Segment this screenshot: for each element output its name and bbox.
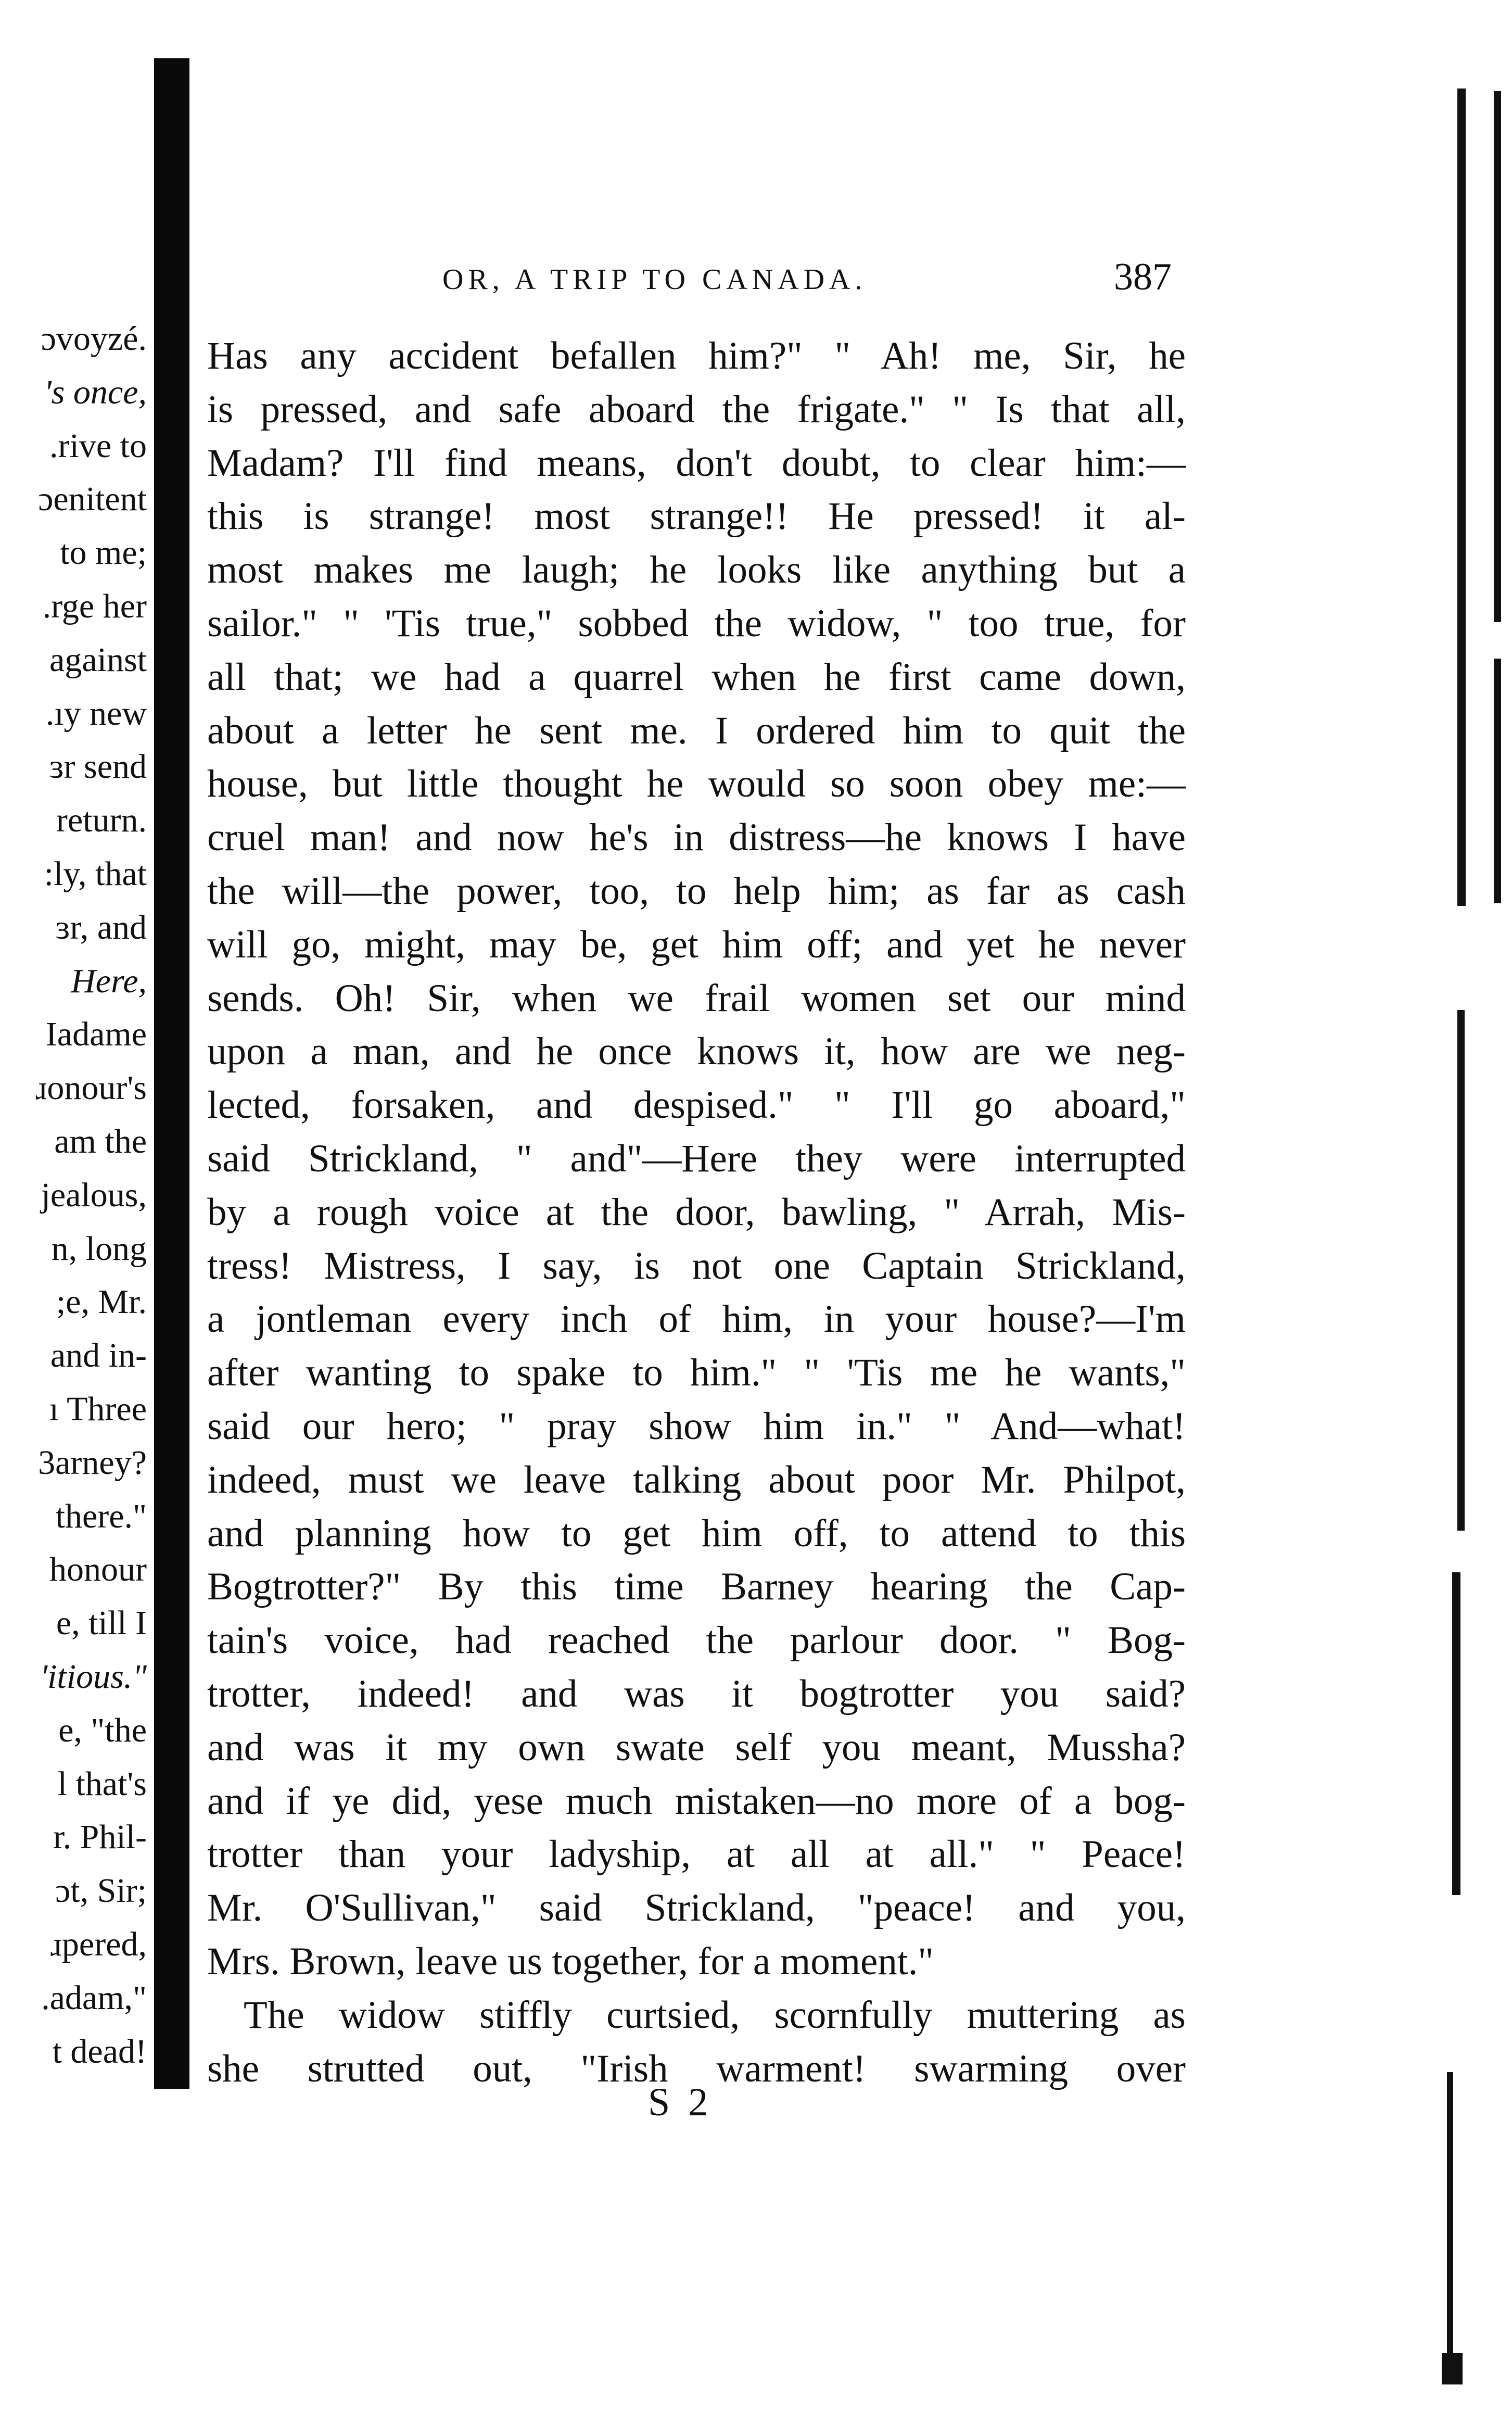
text-line: Madam? I'll find means, don't doubt, to clear him:— [207,441,1186,485]
body-text [207,330,1186,2096]
text-line: and planning how to get him off, to attend to this [207,1511,1186,1555]
fragment-line: ɔt, Sir; [55,1872,147,1910]
text-line: a jontleman every inch of him, in your house?—I'm [207,1297,1186,1341]
fragment-line: honour [49,1550,147,1589]
text-line: Mrs. Brown, leave us together, for a moment." [207,1939,934,1983]
text-line: The widow stiffly curtsied, scornfully muttering as [244,1993,1186,2037]
text-line: said our hero; " pray show him in." " And—what! [207,1404,1186,1448]
fragment-line: Here, [71,962,147,1000]
fragment-line: .ıy new [45,694,147,733]
edge-scan-mark [1494,91,1501,622]
fragment-line: .rive to [49,426,147,465]
text-line: said Strickland, " and"—Here they were interrupted [207,1137,1186,1180]
text-line: sailor." " 'Tis true," sobbed the widow, " too true, for [207,601,1186,645]
edge-scan-mark [1494,659,1501,903]
text-line: cruel man! and now he's in distress—he knows I have [207,816,1186,860]
text-line: trotter than your ladyship, at all at all." " Peace! [207,1833,1186,1876]
edge-scan-mark [1442,2353,1463,2384]
signature-mark: S 2 [648,2080,713,2124]
text-line: about a letter he sent me. I ordered him to quit the [207,709,1186,752]
fragment-line: n, long [51,1229,147,1268]
text-line: house, but little thought he would so soon obey me:— [207,762,1186,806]
text-line: and was it my own swate self you meant, Mussha? [207,1725,1186,1769]
fragment-line: ɹonour's [35,1069,147,1107]
text-line: all that; we had a quarrel when he first came down, [207,655,1186,699]
fragment-line: there." [55,1497,147,1535]
edge-scan-mark [1452,1572,1460,1895]
text-line: sends. Oh! Sir, when we frail women set our mind [207,976,1186,1020]
gutter-shadow [154,58,189,2089]
fragment-line: am the [54,1122,147,1160]
fragment-line: t dead! [52,2032,147,2071]
fragment-line: e, till I [56,1604,147,1643]
text-line: and if ye did, yese much mistaken—no more of a bog- [207,1779,1186,1823]
fragment-line: to me; [60,534,147,572]
fragment-line: ɔenitent [38,480,147,519]
text-line: Has any accident befallen him?" " Ah! me, Sir, he [207,334,1186,377]
text-line: Bogtrotter?" By this time Barney hearing the Cap- [207,1565,1186,1609]
text-line: tress! Mistress, I say, is not one Captain Strickland, [207,1244,1186,1288]
fragment-line: ɜr, and [55,908,147,947]
fragment-line: .adam," [41,1978,147,2017]
fragment-line: ɔvoyzé. [41,320,147,358]
fragment-line: ɹpered, [50,1925,147,1963]
text-line: by a rough voice at the door, bawling, " Arrah, Mis- [207,1190,1186,1234]
fragment-line: Iadame [45,1015,147,1054]
fragment-line: .rge her [42,587,147,625]
edge-scan-mark [1457,89,1466,906]
fragment-line: ɜr send [49,748,147,786]
text-line: the will—the power, too, to help him; as far as cash [207,869,1186,913]
text-line: is pressed, and safe aboard the frigate." " Is that all, [207,387,1186,431]
fragment-line: r. Phil- [53,1818,147,1857]
text-line: after wanting to spake to him." " 'Tis me he wants," [207,1351,1186,1395]
text-line: indeed, must we leave talking about poor Mr. Philpot, [207,1458,1186,1501]
text-line: Mr. O'Sullivan," said Strickland, "peace! and you, [207,1886,1186,1930]
previous-page-fragments [0,312,147,2078]
fragment-line: against [49,640,147,679]
fragment-line: ı Three [49,1390,147,1428]
fragment-line: :ly, that [44,854,147,893]
fragment-line: l that's [57,1764,147,1803]
page-number: 387 [1114,256,1172,298]
text-line: this is strange! most strange!! He pressed! it al- [207,495,1186,538]
fragment-line: 's once, [44,373,147,411]
fragment-line: 3arney? [38,1443,147,1482]
text-line: she strutted out, "Irish warment! swarming over [207,2047,1186,2090]
fragment-line: 'itious." [40,1657,147,1696]
edge-scan-mark [1457,1010,1465,1531]
fragment-line: jealous, [41,1176,147,1214]
text-line: will go, might, may be, get him off; and yet he never [207,923,1186,966]
text-line: tain's voice, had reached the parlour door. " Bog- [207,1619,1186,1662]
fragment-line: ;e, Mr. [56,1283,147,1321]
edge-scan-mark [1447,2072,1453,2364]
fragment-line: return. [56,801,147,840]
text-line: lected, forsaken, and despised." " I'll go aboard," [207,1083,1186,1127]
text-line: upon a man, and he once knows it, how are we neg- [207,1030,1186,1074]
running-head: OR, A TRIP TO CANADA. [442,263,867,296]
fragment-line: and in- [50,1336,147,1375]
text-line: most makes me laugh; he looks like anything but a [207,548,1186,592]
fragment-line: e, "the [58,1711,147,1749]
text-line: trotter, indeed! and was it bogtrotter you said? [207,1672,1186,1715]
